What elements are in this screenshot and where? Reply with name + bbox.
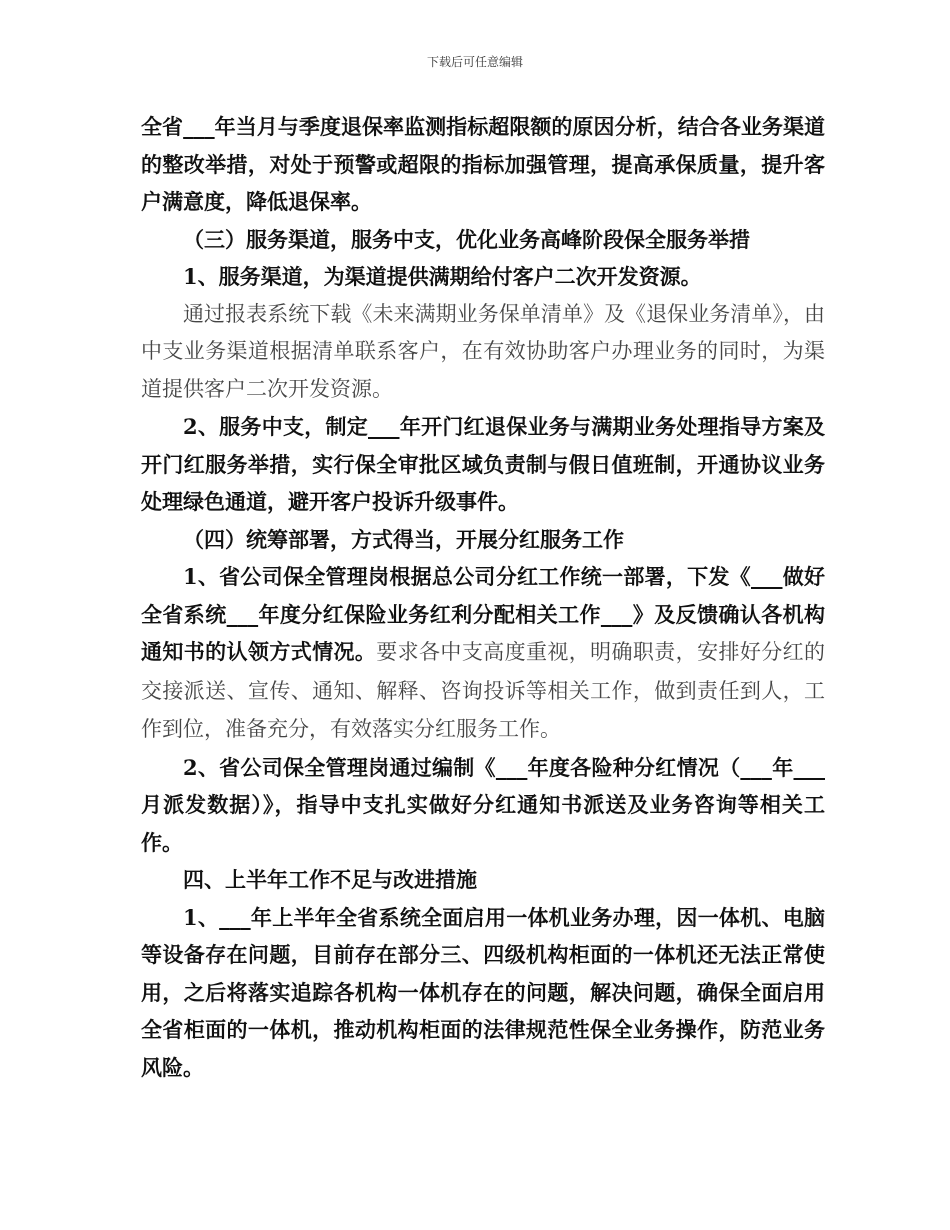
page-header: 下载后可任意编辑 (426, 55, 523, 69)
document-body (141, 108, 825, 1086)
paragraph-4: 通过报表系统下载《未来满期业务保单清单》及《退保业务清单》，由中支业务渠道根据清单联系客户，在有效协助客户办理业务的同时，为渠道提供客户二次开发资源。 (141, 301, 825, 401)
paragraph-1: 全省___年当月与季度退保率监测指标超限额的原因分析，结合各业务渠道的整改举措，对处于预警或超限的指标加强管理，提高承保质量，提升客户满意度，降低退保率。 (141, 114, 825, 214)
paragraph-7 (141, 558, 825, 749)
paragraph-3: 1、服务渠道，为渠道提供满期给付客户二次开发资源。 (183, 264, 702, 289)
paragraph-5: 2、服务中支，制定___年开门红退保业务与满期业务处理指导方案及开门红服务举措，实行保全审批区域负责制与假日值班制，开通协议业务处理绿色通道，避开客户投诉升级事件。 (141, 414, 825, 514)
paragraph-10: 1、___年上半年全省系统全面启用一体机业务办理，因一体机、电脑等设备存在问题，目前存在部分三、四级机构柜面的一体机还无法正常使用，之后将落实追踪各机构一体机存在的问题，解决问题，确保全面启用全省柜面的一体机，推动机构柜面的法律规范性保全业务操作，防范业务风险。 (141, 904, 825, 1080)
paragraph-8: 2、省公司保全管理岗通过编制《___年度各险种分红情况（___年___月派发数据）》，指导中支扎实做好分红通知书派送及业务咨询等相关工作。 (141, 754, 825, 855)
section-heading-4: （四）统筹部署，方式得当，开展分红服务工作 (183, 526, 624, 552)
section-heading-four: 四、上半年工作不足与改进措施 (183, 867, 477, 892)
paragraph-7-bold: 1、省公司保全管理岗根据总公司分红工作统一部署，下发《___做好全省系统___年度分红保险业务红利分配相关工作___》及反馈确认各机构通知书的认领方式情况。 (141, 564, 825, 664)
paragraph-7-continuation: 要求各中支高度重视，明确职责，安排好分红的交接派送、宣传、通知、解释、咨询投诉等相关工作，做到责任到人，工作到位，准备充分，有效落实分红服务工作。 (141, 640, 826, 741)
section-heading-3: （三）服务渠道，服务中支，优化业务高峰阶段保全服务举措 (183, 226, 750, 252)
